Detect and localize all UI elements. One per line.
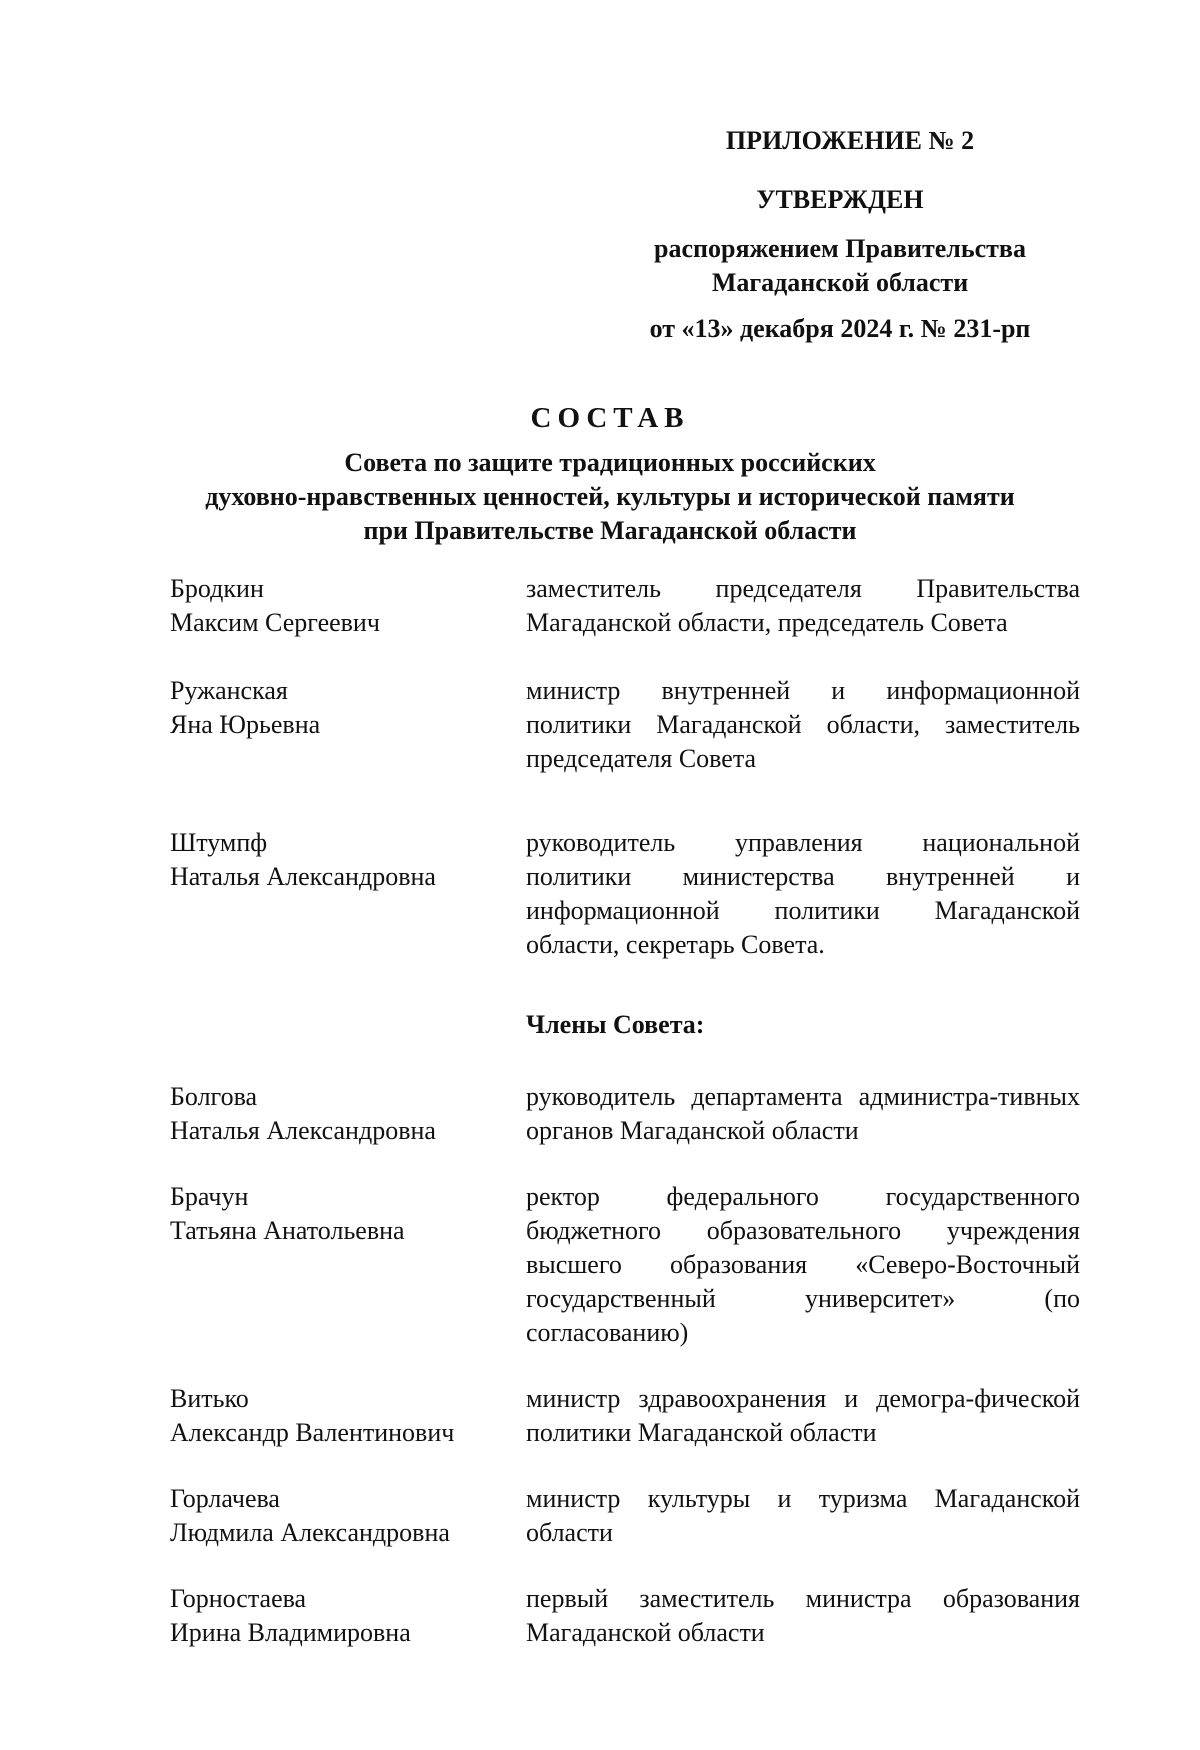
member-given-names: Ирина Владимировна [170,1618,411,1647]
member-name [170,674,526,742]
approved-by-line1: распоряжением Правительства [654,234,1026,263]
approved-by [600,232,1080,300]
leadership-row-deputy [170,674,1080,776]
member-name [170,1180,526,1248]
member-row [170,1080,1080,1148]
member-given-names: Яна Юрьевна [170,710,321,739]
council-name-line1: Совета по защите традиционных российских [344,448,876,477]
member-row [170,1180,1080,1350]
member-role: ректор федерального государственного бюджетного образовательного учреждения высшего образования «Северо-Восточный государственный университет» (по согласованию) [526,1182,1080,1347]
composition-heading: СОСТАВ [530,402,690,434]
member-role: руководитель управления национальной политики министерства внутренней и информационной политики Магаданской области, секретарь Совета. [526,828,1080,959]
member-role: министр культуры и туризма Магаданской области [526,1484,1080,1547]
member-role: министр внутренней и информационной политики Магаданской области, заместитель председателя Совета [526,676,1080,773]
member-role: руководитель департамента администра-тивных органов Магаданской области [526,1082,1080,1145]
member-surname: Штумпф [170,828,268,857]
council-name-line2: духовно-нравственных ценностей, культуры и исторической памяти [205,482,1015,511]
council-name [140,446,1080,548]
member-name [170,1382,526,1450]
member-surname: Ружанская [170,676,288,705]
member-name [170,1080,526,1148]
member-name [170,572,526,640]
member-given-names: Татьяна Анатольевна [170,1216,405,1245]
member-surname: Горлачева [170,1484,280,1513]
approved-by-line2: Магаданской области [711,268,969,297]
member-name [170,1582,526,1650]
member-given-names: Александр Валентинович [170,1418,455,1447]
member-surname: Бродкин [170,574,264,603]
leadership-row-secretary [170,826,1080,962]
member-surname: Горностаева [170,1584,307,1613]
member-role: заместитель председателя Правительства Магаданской области, председатель Совета [526,574,1080,637]
member-name [170,826,526,894]
member-role: первый заместитель министра образования Магаданской области [526,1584,1080,1647]
leadership-row-chair [170,572,1080,640]
member-surname: Витько [170,1384,249,1413]
member-row [170,1382,1080,1450]
member-surname: Брачун [170,1182,249,1211]
member-name [170,1482,526,1550]
approved-label: УТВЕРЖДЕН [756,185,924,214]
member-given-names: Наталья Александровна [170,862,436,891]
approval-date: от «13» декабря 2024 г. № 231-рп [649,314,1031,343]
member-given-names: Максим Сергеевич [170,608,380,637]
member-row [170,1482,1080,1550]
member-surname: Болгова [170,1082,258,1111]
member-row [170,1582,1080,1650]
appendix-title: ПРИЛОЖЕНИЕ № 2 [725,126,975,155]
members-heading: Члены Совета: [526,1010,705,1039]
member-given-names: Наталья Александровна [170,1116,436,1145]
member-given-names: Людмила Александровна [170,1518,450,1547]
member-list [170,572,1080,1650]
council-name-line3: при Правительстве Магаданской области [363,516,857,545]
member-role: министр здравоохранения и демогра-фической политики Магаданской области [526,1384,1080,1447]
